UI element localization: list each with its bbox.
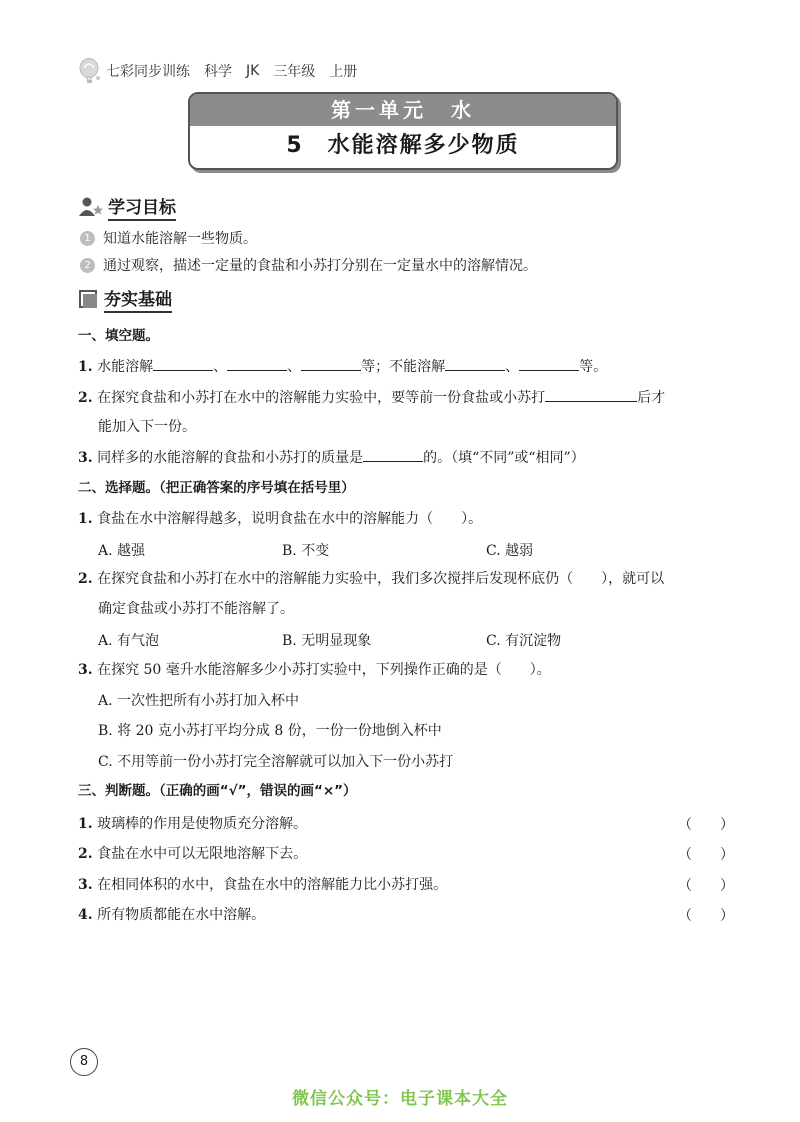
question-text: 食盐在水中可以无限地溶解下去。 <box>97 846 308 862</box>
question-number: 1. <box>78 511 93 527</box>
book-icon <box>78 288 100 310</box>
series-name: 七彩同步训练 <box>106 64 190 80</box>
question-number: 1. <box>78 816 93 832</box>
basics-heading-text: 夯实基础 <box>104 285 172 313</box>
option-a[interactable]: A. 有气泡 <box>98 633 160 649</box>
answer-parentheses[interactable]: （ ） <box>678 817 734 833</box>
answer-blank[interactable] <box>301 356 361 371</box>
separator: 、 <box>505 359 520 375</box>
part2-heading: 二、选择题。（把正确答案的序号填在括号里） <box>78 480 355 496</box>
question-text: 同样多的水能溶解的食盐和小苏打的质量是 <box>97 450 364 466</box>
question-number: 3. <box>78 450 93 466</box>
option-b[interactable]: B. 不变 <box>282 543 330 559</box>
goal-number: 1 <box>80 231 95 246</box>
option-a[interactable]: A. 越强 <box>98 543 146 559</box>
goal-item <box>80 255 537 275</box>
answer-parentheses[interactable]: （ ） <box>678 847 734 863</box>
question-number: 3. <box>78 877 93 893</box>
question-text: 食盐在水中溶解得越多，说明食盐在水中的溶解能力（ ）。 <box>97 511 483 527</box>
learner-star-icon <box>78 196 104 218</box>
option-c[interactable]: C. 有沉淀物 <box>486 633 562 649</box>
question-text: 等；不能溶解 <box>361 359 446 375</box>
question-text: 水能溶解 <box>97 359 154 375</box>
title-box <box>188 92 618 170</box>
answer-parentheses[interactable]: （ ） <box>678 878 734 894</box>
question-number: 1. <box>78 359 93 375</box>
balloon-icon <box>78 58 102 84</box>
answer-blank[interactable] <box>519 356 579 371</box>
grade: 三年级 <box>273 64 316 80</box>
running-header <box>78 60 371 82</box>
answer-blank[interactable] <box>363 447 423 462</box>
goal-text: 知道水能溶解一些物质。 <box>103 231 257 247</box>
answer-blank[interactable] <box>153 356 213 371</box>
separator: 、 <box>213 359 228 375</box>
judge-question-2 <box>78 844 307 864</box>
judge-question-1 <box>78 814 307 834</box>
separator: 、 <box>287 359 302 375</box>
option-c[interactable]: C. 越弱 <box>486 543 534 559</box>
option-b[interactable]: B. 无明显现象 <box>282 633 372 649</box>
choice-question-2 <box>78 569 664 589</box>
judge-question-4 <box>78 905 265 925</box>
question-number: 3. <box>78 662 93 678</box>
question-text: 在探究食盐和小苏打在水中的溶解能力实验中，要等前一份食盐或小苏打 <box>97 390 546 406</box>
question-number: 2. <box>78 571 93 587</box>
goal-number: 2 <box>80 258 95 273</box>
page-number: 8 <box>70 1048 98 1076</box>
question-text: 在探究食盐和小苏打在水中的溶解能力实验中，我们多次搅拌后发现杯底仍（ ），就可以 <box>97 571 665 587</box>
option-a[interactable]: A. 一次性把所有小苏打加入杯中 <box>98 693 300 709</box>
fill-question-1 <box>78 356 607 377</box>
fill-question-2 <box>78 387 665 408</box>
option-c[interactable]: C. 不用等前一份小苏打完全溶解就可以加入下一份小苏打 <box>98 754 454 770</box>
goals-heading-text: 学习目标 <box>108 193 176 221</box>
goal-item <box>80 228 257 248</box>
question-number: 4. <box>78 907 93 923</box>
answer-blank[interactable] <box>445 356 505 371</box>
choice-question-3 <box>78 660 551 680</box>
choice-question-1 <box>78 509 482 529</box>
fill-question-2-cont: 能加入下一份。 <box>98 419 196 435</box>
watermark-text: 微信公众号：电子课本大全 <box>292 1089 508 1109</box>
question-text: 等。 <box>579 359 608 375</box>
goal-text: 通过观察，描述一定量的食盐和小苏打分别在一定量水中的溶解情况。 <box>103 258 537 274</box>
subject: 科学 <box>204 64 232 80</box>
question-text: 所有物质都能在水中溶解。 <box>97 907 266 923</box>
question-text: 玻璃棒的作用是使物质充分溶解。 <box>97 816 308 832</box>
question-text: 在相同体积的水中，食盐在水中的溶解能力比小苏打强。 <box>97 877 448 893</box>
unit-title: 第一单元 水 <box>190 94 616 126</box>
answer-blank[interactable] <box>227 356 287 371</box>
fill-question-3 <box>78 447 585 468</box>
answer-blank[interactable] <box>545 387 637 402</box>
choice-question-2-cont: 确定食盐或小苏打不能溶解了。 <box>98 601 294 617</box>
question-text: 后才 <box>637 390 666 406</box>
question-number: 2. <box>78 846 93 862</box>
basics-heading <box>78 285 172 313</box>
option-b[interactable]: B. 将 20 克小苏打平均分成 8 份，一份一份地倒入杯中 <box>98 723 442 739</box>
question-text: 的。（填“不同”或“相同”） <box>423 450 585 466</box>
answer-parentheses[interactable]: （ ） <box>678 908 734 924</box>
part1-heading: 一、填空题。 <box>78 328 159 344</box>
judge-question-3 <box>78 875 447 895</box>
volume: 上册 <box>329 64 358 80</box>
edition: JK <box>246 63 260 79</box>
question-number: 2. <box>78 390 93 406</box>
goals-heading <box>78 193 176 221</box>
part3-heading: 三、判断题。（正确的画“√”，错误的画“×”） <box>78 783 357 799</box>
lesson-title: 5 水能溶解多少物质 <box>286 133 520 158</box>
question-text: 在探究 50 毫升水能溶解多少小苏打实验中，下列操作正确的是（ ）。 <box>97 662 551 678</box>
